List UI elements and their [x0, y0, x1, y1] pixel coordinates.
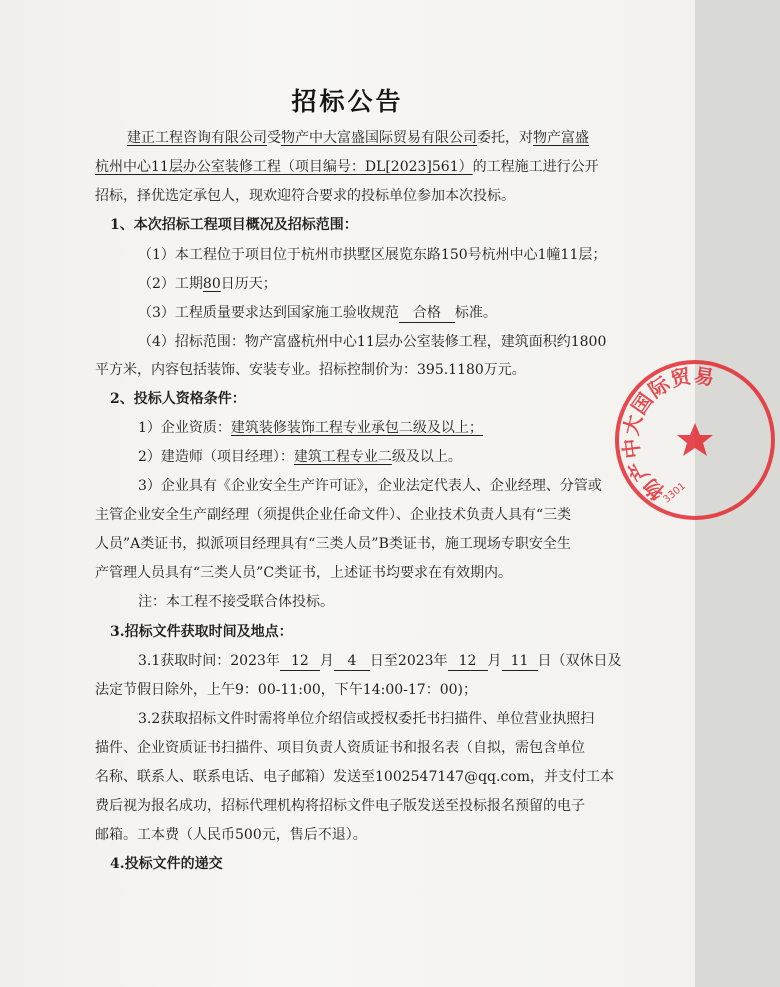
seal-text: 物产中大国际贸易	[618, 363, 717, 505]
s3-p1-line-1	[138, 651, 622, 671]
section-2-heading: 2、投标人资格条件：	[110, 391, 246, 407]
s2-item-3-line-1: 3）企业具有《企业安全生产许可证》，企业法定代表人、企业经理、分管或	[138, 478, 602, 494]
s1-item-2	[138, 274, 277, 294]
end-month: 12	[448, 652, 488, 671]
intro-line-3: 招标，择优选定承包人，现欢迎符合要求的投标单位参加本次投标。	[95, 188, 515, 204]
s1-item-4-line-2: 平方米，内容包括装饰、安装专业。招标控制价为：395.1180万元。	[95, 362, 526, 378]
s3-p1-line-2: 法定节假日除外，上午9：00-11:00，下午14:00-17：00)；	[95, 682, 477, 698]
s2-item-2-tail: 级及以上。	[391, 449, 462, 465]
s2-item-2-label: 2）建造师（项目经理）：	[138, 449, 294, 465]
s1-item-4-line-1: （4）招标范围：物产富盛杭州中心11层办公室装修工程，建筑面积约1800	[138, 334, 607, 350]
start-month: 12	[280, 652, 320, 671]
intro-line-2	[95, 157, 599, 177]
intro-text: 的工程施工进行公开	[472, 159, 599, 175]
month-label: 月	[487, 653, 502, 669]
start-day: 4	[334, 652, 370, 671]
s3-p2-line-4: 费后视为报名成功，招标代理机构将招标文件电子版发送至投标报名预留的电子	[95, 798, 585, 814]
s1-item-3-tail: 标准。	[454, 305, 497, 321]
quality-grade: 合格	[399, 304, 455, 323]
end-day: 11	[502, 652, 538, 671]
project-name-part: 物产富盛	[533, 130, 589, 146]
month-label: 月	[319, 653, 334, 669]
s3-p2-line-3: 名称、联系人、联系电话、电子邮箱）发送至1002547147@qq.com，并支付工本	[95, 769, 614, 785]
qualification-requirement: 建筑装修装饰工程专业承包二级及以上；	[230, 420, 483, 436]
s3-p1-tail: 日（双休日及	[537, 653, 622, 669]
section-1-heading: 1、本次招标工程项目概况及招标范围：	[110, 217, 358, 233]
constructor-requirement: 建筑工程专业二	[293, 449, 392, 465]
s3-p1-to: 日至2023年	[369, 653, 448, 669]
s1-item-3-label: （3）工程质量要求达到国家施工验收规范	[138, 305, 399, 321]
company-seal-stamp	[610, 355, 780, 525]
s2-item-3-line-4: 产管理人员具有“三类人员”C类证书，上述证书均要求在有效期内。	[95, 565, 513, 581]
client-name: 物产中大富盛国际贸易有限公司	[281, 130, 477, 146]
s2-item-2	[138, 447, 462, 467]
s1-item-2-label: （2）工期	[138, 276, 203, 292]
seal-star-icon	[677, 423, 713, 456]
s2-note: 注：本工程不接受联合体投标。	[138, 594, 334, 610]
intro-text: 委托，对	[477, 130, 533, 146]
duration-days: 80	[202, 276, 221, 292]
intro-text: 受	[267, 130, 281, 146]
s3-p2-line-1: 3.2获取招标文件时需将单位介绍信或授权委托书扫描件、单位营业执照扫	[138, 711, 595, 727]
section-3-heading: 3.招标文件获取时间及地点：	[110, 624, 293, 640]
section-4-heading: 4.投标文件的递交	[110, 856, 223, 872]
s2-item-1	[138, 418, 483, 438]
page-title: 招标公告	[291, 87, 404, 116]
agency-name: 建正工程咨询有限公司	[127, 130, 267, 146]
s1-item-1: （1）本工程位于项目位于杭州市拱墅区展览东路150号杭州中心1幢11层；	[138, 247, 607, 263]
s1-item-3	[138, 303, 497, 323]
project-name: 杭州中心11层办公室装修工程（项目编号：DL[2023]561）	[95, 159, 473, 175]
s3-p1-label: 3.1获取时间：2023年	[138, 653, 280, 669]
s3-p2-line-5: 邮箱。工本费（人民币500元，售后不退）。	[95, 827, 367, 843]
s3-p2-line-2: 描件、企业资质证书扫描件、项目负责人资质证书和报名表（自拟，需包含单位	[95, 740, 585, 756]
seal-code: 3301	[661, 480, 688, 506]
s2-item-3-line-2: 主管企业安全生产副经理（须提供企业任命文件）、企业技术负责人具有“三类	[95, 507, 572, 523]
s1-item-2-unit: 日历天；	[220, 276, 277, 292]
s2-item-3-line-3: 人员”A类证书，拟派项目经理具有“三类人员”B类证书，施工现场专职安全生	[95, 536, 571, 552]
s2-item-1-label: 1）企业资质：	[138, 420, 231, 436]
intro-line-1	[127, 128, 589, 148]
